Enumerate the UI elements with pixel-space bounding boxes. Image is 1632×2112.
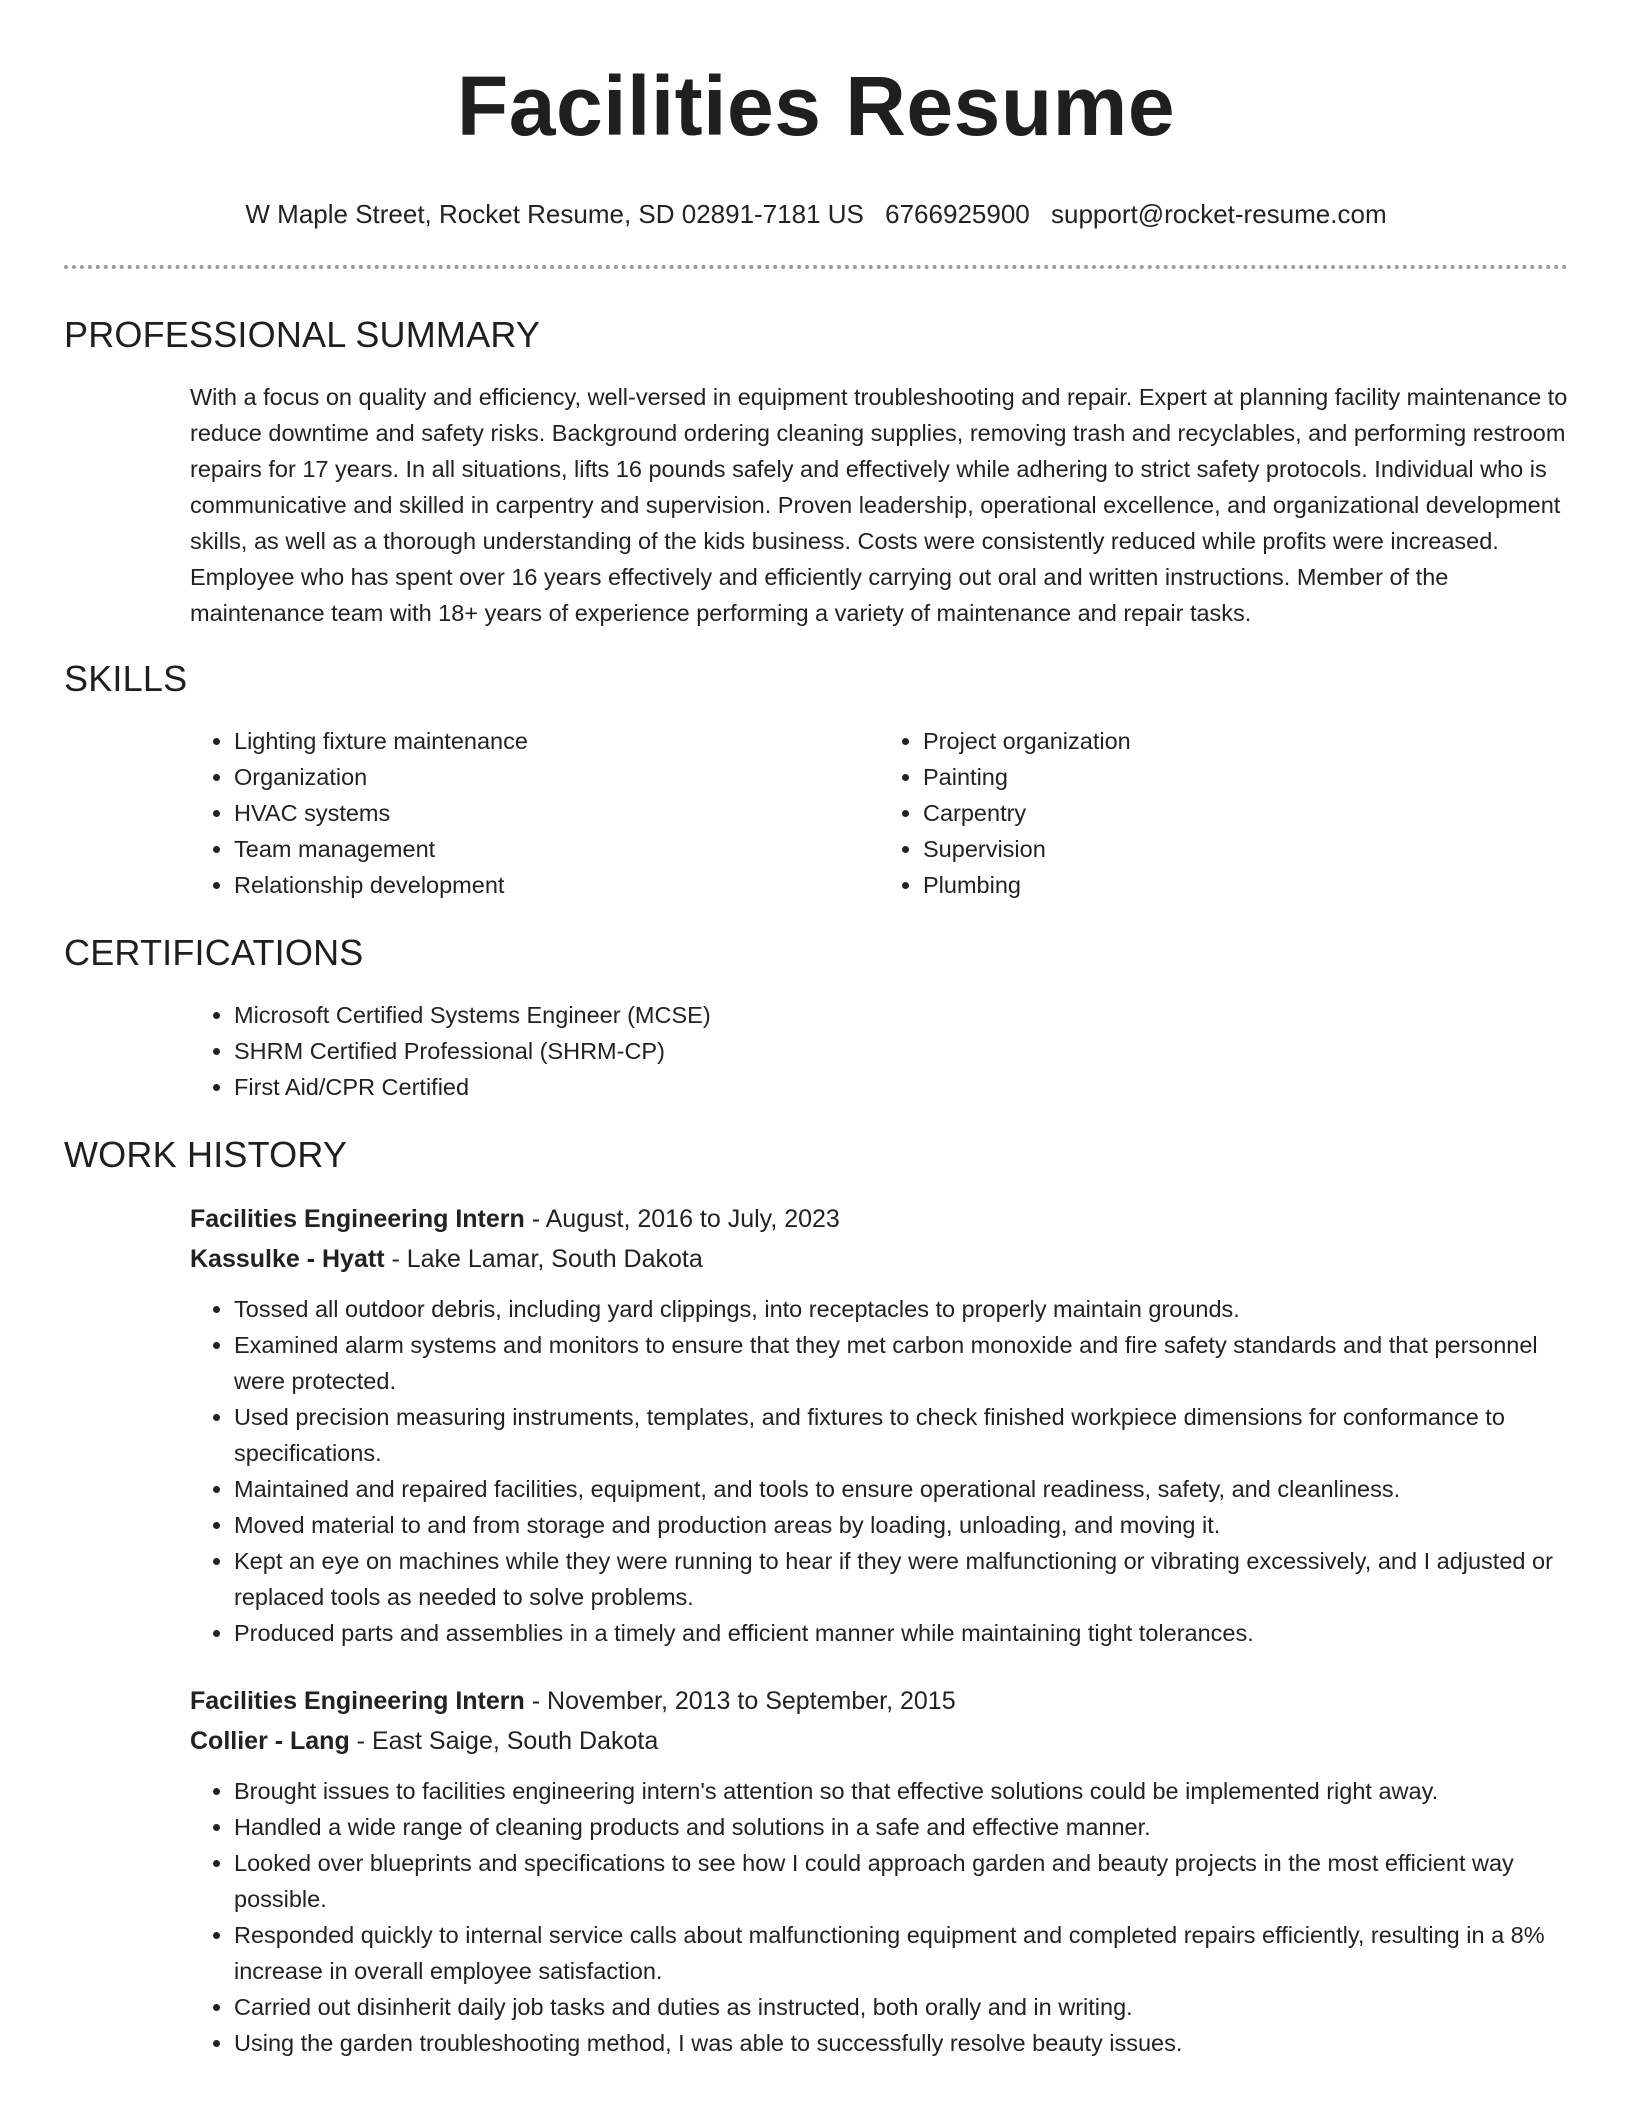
job-entry <box>190 1199 1568 1651</box>
skill-item: • Project organization <box>923 723 1568 759</box>
job-bullets <box>190 1773 1568 2061</box>
job-bullet: • Used precision measuring instruments, templates, and fixtures to check finished workpiece dimensions for conformance to specifications. <box>234 1399 1568 1471</box>
job-bullet: • Examined alarm systems and monitors to ensure that they met carbon monoxide and fire safety standards and that personnel were protected. <box>234 1327 1568 1399</box>
contact-email[interactable]: support@rocket-resume.com <box>1050 199 1387 229</box>
skill-item: • Painting <box>923 759 1568 795</box>
skill-item: • Lighting fixture maintenance <box>234 723 879 759</box>
certifications-heading: CERTIFICATIONS <box>64 932 364 973</box>
job-bullet: • Using the garden troubleshooting method, I was able to successfully resolve beauty issues. <box>234 2025 1568 2061</box>
skill-item: • Carpentry <box>923 795 1568 831</box>
job-entry <box>190 1681 1568 2061</box>
certifications-list <box>190 997 1568 1105</box>
job-location: - Lake Lamar, South Dakota <box>384 1245 703 1273</box>
summary-text: With a focus on quality and efficiency, well-versed in equipment troubleshooting and repair. Expert at planning facility maintenance to reduce downtime and safety risks. Background ordering cleaning supplies, removing trash and recyclables, and performing restroom repairs for 17 years. In all situations, lifts 16 pounds safely and effectively while adhering to strict safety protocols. Individual who is communicative and skilled in carpentry and supervision. Proven leadership, operational excellence, and organizational development skills, as well as a thorough understanding of the kids business. Costs were consistently reduced while profits were increased. Employee who has spent over 16 years effectively and efficiently carrying out oral and written instructions. Member of the maintenance team with 18+ years of experience performing a variety of maintenance and repair tasks. <box>190 384 1568 626</box>
job-bullet: • Maintained and repaired facilities, equipment, and tools to ensure operational readiness, safety, and cleanliness. <box>234 1471 1568 1507</box>
job-role: Facilities Engineering Intern <box>190 1687 525 1715</box>
skill-item: • Relationship development <box>234 867 879 903</box>
skill-item: • Plumbing <box>923 867 1568 903</box>
skill-item: • Supervision <box>923 831 1568 867</box>
job-company-line <box>190 1239 1568 1279</box>
work-history-heading: WORK HISTORY <box>64 1134 348 1175</box>
header-divider <box>64 265 1568 269</box>
job-role: Facilities Engineering Intern <box>190 1205 525 1233</box>
job-location: - East Saige, South Dakota <box>349 1727 659 1755</box>
job-bullet: • Handled a wide range of cleaning products and solutions in a safe and effective manner. <box>234 1809 1568 1845</box>
job-company-line <box>190 1721 1568 1761</box>
job-bullets <box>190 1291 1568 1651</box>
job-dates: - August, 2016 to July, 2023 <box>524 1205 840 1233</box>
certification-item: • SHRM Certified Professional (SHRM-CP) <box>234 1033 1568 1069</box>
resume-title: Facilities Resume <box>456 59 1176 153</box>
job-role-line <box>190 1199 1568 1239</box>
contact-line <box>64 197 1568 231</box>
job-bullet: • Kept an eye on machines while they were running to hear if they were malfunctioning or vibrating excessively, and I adjusted or replaced tools as needed to solve problems. <box>234 1543 1568 1615</box>
job-bullet: • Carried out disinherit daily job tasks and duties as instructed, both orally and in writing. <box>234 1989 1568 2025</box>
skills-list-right <box>879 723 1568 903</box>
job-role-line <box>190 1681 1568 1721</box>
job-bullet: • Responded quickly to internal service calls about malfunctioning equipment and completed repairs efficiently, resulting in a 8% increase in overall employee satisfaction. <box>234 1917 1568 1989</box>
contact-address: W Maple Street, Rocket Resume, SD 02891-7181 US <box>245 199 864 229</box>
job-bullet: • Looked over blueprints and specifications to see how I could approach garden and beauty projects in the most efficient way possible. <box>234 1845 1568 1917</box>
certification-item: • Microsoft Certified Systems Engineer (MCSE) <box>234 997 1568 1033</box>
summary-heading: PROFESSIONAL SUMMARY <box>64 314 541 355</box>
skill-item: • Team management <box>234 831 879 867</box>
contact-phone: 6766925900 <box>885 199 1030 229</box>
job-bullet: • Tossed all outdoor debris, including yard clippings, into receptacles to properly maintain grounds. <box>234 1291 1568 1327</box>
certifications-block <box>190 997 1568 1105</box>
job-company: Kassulke - Hyatt <box>190 1245 385 1273</box>
job-bullet: • Brought issues to facilities engineering intern's attention so that effective solutions could be implemented right away. <box>234 1773 1568 1809</box>
skill-item: • Organization <box>234 759 879 795</box>
certification-item: • First Aid/CPR Certified <box>234 1069 1568 1105</box>
job-bullet: • Moved material to and from storage and production areas by loading, unloading, and moving it. <box>234 1507 1568 1543</box>
skill-item: • HVAC systems <box>234 795 879 831</box>
skills-columns <box>190 723 1568 903</box>
job-company: Collier - Lang <box>190 1727 350 1755</box>
job-dates: - November, 2013 to September, 2015 <box>524 1687 956 1715</box>
skills-list-left <box>190 723 879 903</box>
job-bullet: • Produced parts and assemblies in a timely and efficient manner while maintaining tight tolerances. <box>234 1615 1568 1651</box>
skills-heading: SKILLS <box>64 658 188 699</box>
